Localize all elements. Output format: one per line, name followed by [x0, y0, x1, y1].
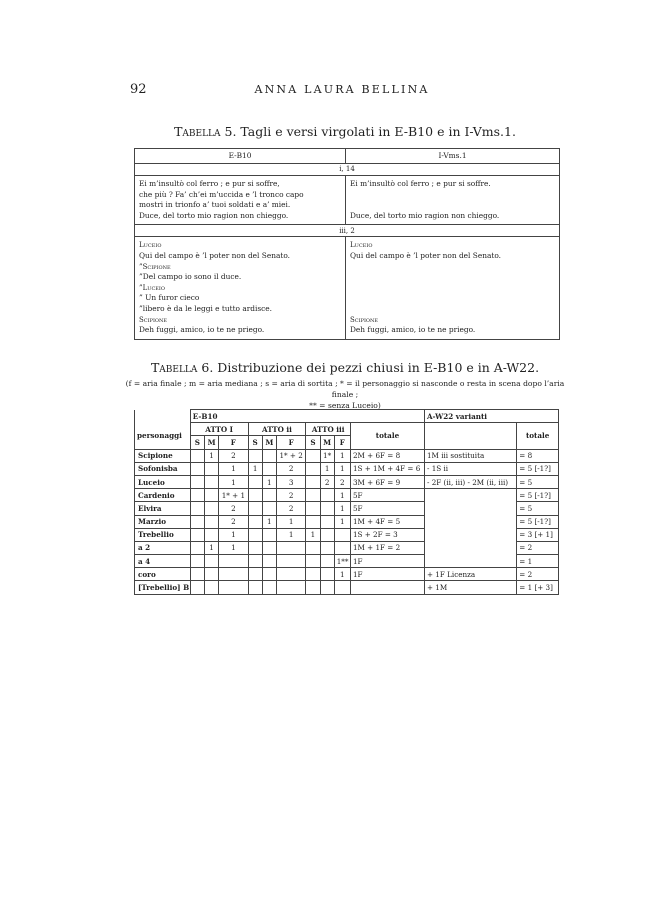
- count-cell: 1: [334, 515, 350, 528]
- totale-cell: 5F: [350, 502, 424, 515]
- count-cell: 1: [262, 475, 276, 488]
- count-cell: 1: [219, 528, 248, 541]
- variant-cell: + 1M: [424, 581, 516, 594]
- personaggio-name: Luceio: [135, 475, 191, 488]
- verse-line: [350, 272, 555, 283]
- verse-line: ” Un furor cieco: [139, 293, 200, 303]
- table-row: [135, 489, 559, 502]
- verse-line: [350, 283, 555, 294]
- totale2-cell: = 3 [+ 1]: [517, 528, 559, 541]
- count-cell: [320, 515, 334, 528]
- count-cell: [248, 528, 262, 541]
- table6-subcol-m-atto1: M: [204, 436, 218, 449]
- count-cell: 1*: [320, 449, 334, 462]
- verse-line: [350, 262, 555, 273]
- personaggio-name: Cardenio: [135, 489, 191, 502]
- totale-cell: 1M + 1F = 2: [350, 541, 424, 554]
- verse-line: Scipione: [350, 315, 379, 324]
- count-cell: 1: [334, 568, 350, 581]
- totale2-cell: = 8: [517, 449, 559, 462]
- variant-cell: [424, 502, 516, 515]
- count-cell: [204, 555, 218, 568]
- count-cell: [204, 515, 218, 528]
- count-cell: [262, 449, 276, 462]
- totale-cell: 1F: [350, 555, 424, 568]
- totale2-cell: = 5 [-1?]: [517, 515, 559, 528]
- count-cell: [204, 475, 218, 488]
- count-cell: [190, 541, 204, 554]
- count-cell: [306, 555, 320, 568]
- count-cell: [248, 515, 262, 528]
- verse-line: Scipione: [139, 315, 168, 324]
- personaggio-name: a 4: [135, 555, 191, 568]
- totale-cell: 1M + 4F = 5: [350, 515, 424, 528]
- count-cell: [248, 489, 262, 502]
- verse-line: Luceio: [350, 241, 373, 250]
- count-cell: [320, 489, 334, 502]
- table5-section1-right: [346, 176, 560, 225]
- personaggio-name: a 2: [135, 541, 191, 554]
- personaggio-name: Scipione: [135, 449, 191, 462]
- table6-col-totale2: totale: [517, 423, 559, 449]
- personaggio-name: Sofonisba: [135, 462, 191, 475]
- table6-note-line1: (f = aria finale ; m = aria mediana ; s = aria di sortita ; * = il personaggio si nasconde o resta in scena dopo l’aria finale ;: [125, 379, 565, 399]
- table6-col-personaggi: personaggi: [135, 423, 191, 449]
- table5-caption-text: Tagli e versi virgolati in E-B10 e in I-Vms.1.: [240, 124, 516, 139]
- table6-group-aw22: A-W22 varianti: [424, 410, 558, 423]
- table5-col-ivms1: I-Vms.1: [346, 149, 560, 164]
- verse-line: Ei m’insultò col ferro ; e pur si soffre,: [139, 179, 280, 188]
- verse-line: [350, 293, 555, 304]
- totale2-cell: = 1: [517, 555, 559, 568]
- count-cell: 1: [306, 528, 320, 541]
- totale-cell: 3M + 6F = 9: [350, 475, 424, 488]
- count-cell: 1: [204, 449, 218, 462]
- table-row: [135, 515, 559, 528]
- count-cell: [204, 462, 218, 475]
- count-cell: [276, 555, 305, 568]
- count-cell: [190, 449, 204, 462]
- count-cell: [204, 528, 218, 541]
- count-cell: [219, 555, 248, 568]
- verse-line: ”Scipione: [139, 262, 171, 271]
- table-row: [135, 449, 559, 462]
- count-cell: 2: [219, 515, 248, 528]
- count-cell: [190, 475, 204, 488]
- count-cell: 1: [262, 515, 276, 528]
- count-cell: [320, 555, 334, 568]
- count-cell: [334, 581, 350, 594]
- count-cell: [204, 489, 218, 502]
- page-number: 92: [130, 82, 147, 97]
- count-cell: [306, 541, 320, 554]
- table5-section2-right: [346, 237, 560, 339]
- personaggio-name: [Trebellio] B: [135, 581, 191, 594]
- table6-note-line2: ** = senza Luceio): [309, 401, 381, 410]
- count-cell: [306, 515, 320, 528]
- variant-cell: - 1S ii: [424, 462, 516, 475]
- table-row: [135, 528, 559, 541]
- totale2-cell: = 2: [517, 541, 559, 554]
- table-row: [135, 541, 559, 554]
- table6-col-atto3: ATTO iii: [306, 423, 351, 436]
- count-cell: [320, 568, 334, 581]
- count-cell: [190, 555, 204, 568]
- count-cell: 2: [219, 449, 248, 462]
- variant-cell: [424, 555, 516, 568]
- table6-subcol-m-atto2: M: [262, 436, 276, 449]
- count-cell: 2: [320, 475, 334, 488]
- count-cell: [306, 449, 320, 462]
- verse-line: ”Luceio: [139, 283, 165, 292]
- table6-subcol-s-atto3: S: [306, 436, 320, 449]
- personaggio-name: Trebellio: [135, 528, 191, 541]
- count-cell: [204, 568, 218, 581]
- count-cell: [190, 489, 204, 502]
- variant-cell: [424, 515, 516, 528]
- totale2-cell: = 5 [-1?]: [517, 462, 559, 475]
- count-cell: [262, 568, 276, 581]
- verse-line: Deh fuggi, amico, io te ne priego.: [139, 325, 265, 335]
- count-cell: 2: [219, 502, 248, 515]
- count-cell: 1: [219, 462, 248, 475]
- count-cell: [190, 502, 204, 515]
- count-cell: 1: [276, 515, 305, 528]
- verse-line: Qui del campo è ’l poter non del Senato.: [139, 250, 291, 260]
- count-cell: [334, 541, 350, 554]
- count-cell: 2: [276, 489, 305, 502]
- count-cell: 1**: [334, 555, 350, 568]
- count-cell: 1: [334, 462, 350, 475]
- table-row: [135, 568, 559, 581]
- personaggio-name: coro: [135, 568, 191, 581]
- count-cell: [276, 581, 305, 594]
- verse-line: Ei m’insultò col ferro ; e pur si soffre.: [350, 179, 491, 188]
- count-cell: [320, 581, 334, 594]
- table5-section1-left: [135, 176, 346, 225]
- count-cell: [190, 528, 204, 541]
- count-cell: [262, 502, 276, 515]
- count-cell: 2: [276, 462, 305, 475]
- count-cell: [190, 462, 204, 475]
- table6-col-atto1: ATTO I: [190, 423, 248, 436]
- personaggio-name: Elvira: [135, 502, 191, 515]
- table6-subcol-f-atto3: F: [334, 436, 350, 449]
- running-title: ANNA LAURA BELLINA: [254, 83, 430, 96]
- verse-line: [350, 190, 555, 201]
- table-row: [135, 475, 559, 488]
- count-cell: [262, 555, 276, 568]
- totale2-cell: = 2: [517, 568, 559, 581]
- count-cell: [219, 568, 248, 581]
- variant-cell: [424, 489, 516, 502]
- count-cell: 1* + 2: [276, 449, 305, 462]
- count-cell: [320, 528, 334, 541]
- count-cell: [276, 541, 305, 554]
- count-cell: 1* + 1: [219, 489, 248, 502]
- count-cell: [248, 541, 262, 554]
- verse-line: Duce, del torto mio ragion non chieggo.: [350, 210, 500, 220]
- table6-subcol-s-atto2: S: [248, 436, 262, 449]
- table5: [134, 148, 560, 340]
- table5-section-2: iii, 2: [135, 225, 560, 237]
- count-cell: [262, 528, 276, 541]
- table6-caption-label: Tabella 6.: [150, 360, 214, 375]
- totale-cell: 5F: [350, 489, 424, 502]
- variant-cell: 1M iii sostituita: [424, 449, 516, 462]
- count-cell: 1: [334, 489, 350, 502]
- count-cell: [248, 502, 262, 515]
- table5-caption: [130, 124, 560, 139]
- count-cell: [190, 515, 204, 528]
- table6-caption: [130, 360, 560, 375]
- count-cell: 1: [334, 449, 350, 462]
- table6-subcol-f-atto1: F: [219, 436, 248, 449]
- table6-note: [125, 378, 565, 411]
- count-cell: [306, 462, 320, 475]
- table6-group-eb10: E-B10: [190, 410, 424, 423]
- table-row: [135, 555, 559, 568]
- table5-col-eb10: E-B10: [135, 149, 346, 164]
- table5-caption-label: Tabella 5.: [174, 124, 237, 139]
- verse-line: [350, 304, 555, 315]
- table6-subcol-s-atto1: S: [190, 436, 204, 449]
- count-cell: [306, 489, 320, 502]
- count-cell: 3: [276, 475, 305, 488]
- totale-cell: 1S + 1M + 4F = 6: [350, 462, 424, 475]
- count-cell: [262, 541, 276, 554]
- count-cell: 2: [276, 502, 305, 515]
- count-cell: 1: [219, 541, 248, 554]
- table6-subcol-f-atto2: F: [276, 436, 305, 449]
- count-cell: [248, 475, 262, 488]
- count-cell: [248, 568, 262, 581]
- count-cell: [306, 581, 320, 594]
- table5-section2-left: [135, 237, 346, 339]
- table6-col-varianti: [424, 423, 516, 449]
- verse-line: [350, 200, 555, 211]
- count-cell: [262, 462, 276, 475]
- verse-line: Luceio: [139, 241, 162, 250]
- count-cell: 1: [248, 462, 262, 475]
- verse-line: mostri in trionfo a’ tuoi soldati e a’ miei.: [139, 200, 291, 210]
- table6-subcol-m-atto3: M: [320, 436, 334, 449]
- totale2-cell: = 1 [+ 3]: [517, 581, 559, 594]
- count-cell: [248, 581, 262, 594]
- count-cell: [190, 568, 204, 581]
- count-cell: [248, 449, 262, 462]
- totale2-cell: = 5 [-1?]: [517, 489, 559, 502]
- running-head: [130, 82, 554, 100]
- totale-cell: [350, 581, 424, 594]
- count-cell: 1: [204, 541, 218, 554]
- variant-cell: [424, 541, 516, 554]
- variant-cell: + 1F Licenza: [424, 568, 516, 581]
- verse-line: Qui del campo è ’l poter non del Senato.: [350, 250, 502, 260]
- table6-col-atto2: ATTO ii: [248, 423, 306, 436]
- totale-cell: 2M + 6F = 8: [350, 449, 424, 462]
- verse-line: Deh fuggi, amico, io te ne priego.: [350, 325, 476, 335]
- variant-cell: - 2F (ii, iii) - 2M (ii, iii): [424, 475, 516, 488]
- table6-col-totale: totale: [350, 423, 424, 449]
- verse-line: ”Del campo io sono il duce.: [139, 272, 242, 282]
- totale-cell: 1S + 2F = 3: [350, 528, 424, 541]
- count-cell: [334, 528, 350, 541]
- count-cell: [306, 475, 320, 488]
- count-cell: [306, 568, 320, 581]
- variant-cell: [424, 528, 516, 541]
- verse-line: Duce, del torto mio ragion non chieggo.: [139, 210, 289, 220]
- count-cell: [320, 541, 334, 554]
- count-cell: [262, 581, 276, 594]
- count-cell: [262, 489, 276, 502]
- verse-line: ”libero è da le leggi e tutto ardisce.: [139, 303, 273, 313]
- count-cell: 1: [320, 462, 334, 475]
- count-cell: 1: [219, 475, 248, 488]
- verse-line: che più ? Fa’ ch’ei m’uccida e ’l tronco capo: [139, 189, 304, 199]
- totale-cell: 1F: [350, 568, 424, 581]
- count-cell: [320, 502, 334, 515]
- personaggio-name: Marzio: [135, 515, 191, 528]
- count-cell: [204, 502, 218, 515]
- count-cell: 1: [334, 502, 350, 515]
- table-row: [135, 581, 559, 594]
- count-cell: [190, 581, 204, 594]
- totale2-cell: = 5: [517, 475, 559, 488]
- count-cell: [306, 502, 320, 515]
- table5-section-1: i, 14: [135, 164, 560, 176]
- count-cell: [276, 568, 305, 581]
- count-cell: 1: [276, 528, 305, 541]
- table-row: [135, 502, 559, 515]
- table6-caption-text: Distribuzione dei pezzi chiusi in E-B10 e in A-W22.: [217, 360, 540, 375]
- table6-corner: [135, 410, 191, 423]
- count-cell: 2: [334, 475, 350, 488]
- count-cell: [204, 581, 218, 594]
- count-cell: [248, 555, 262, 568]
- totale2-cell: = 5: [517, 502, 559, 515]
- table6: [134, 409, 559, 595]
- count-cell: [219, 581, 248, 594]
- table-row: [135, 462, 559, 475]
